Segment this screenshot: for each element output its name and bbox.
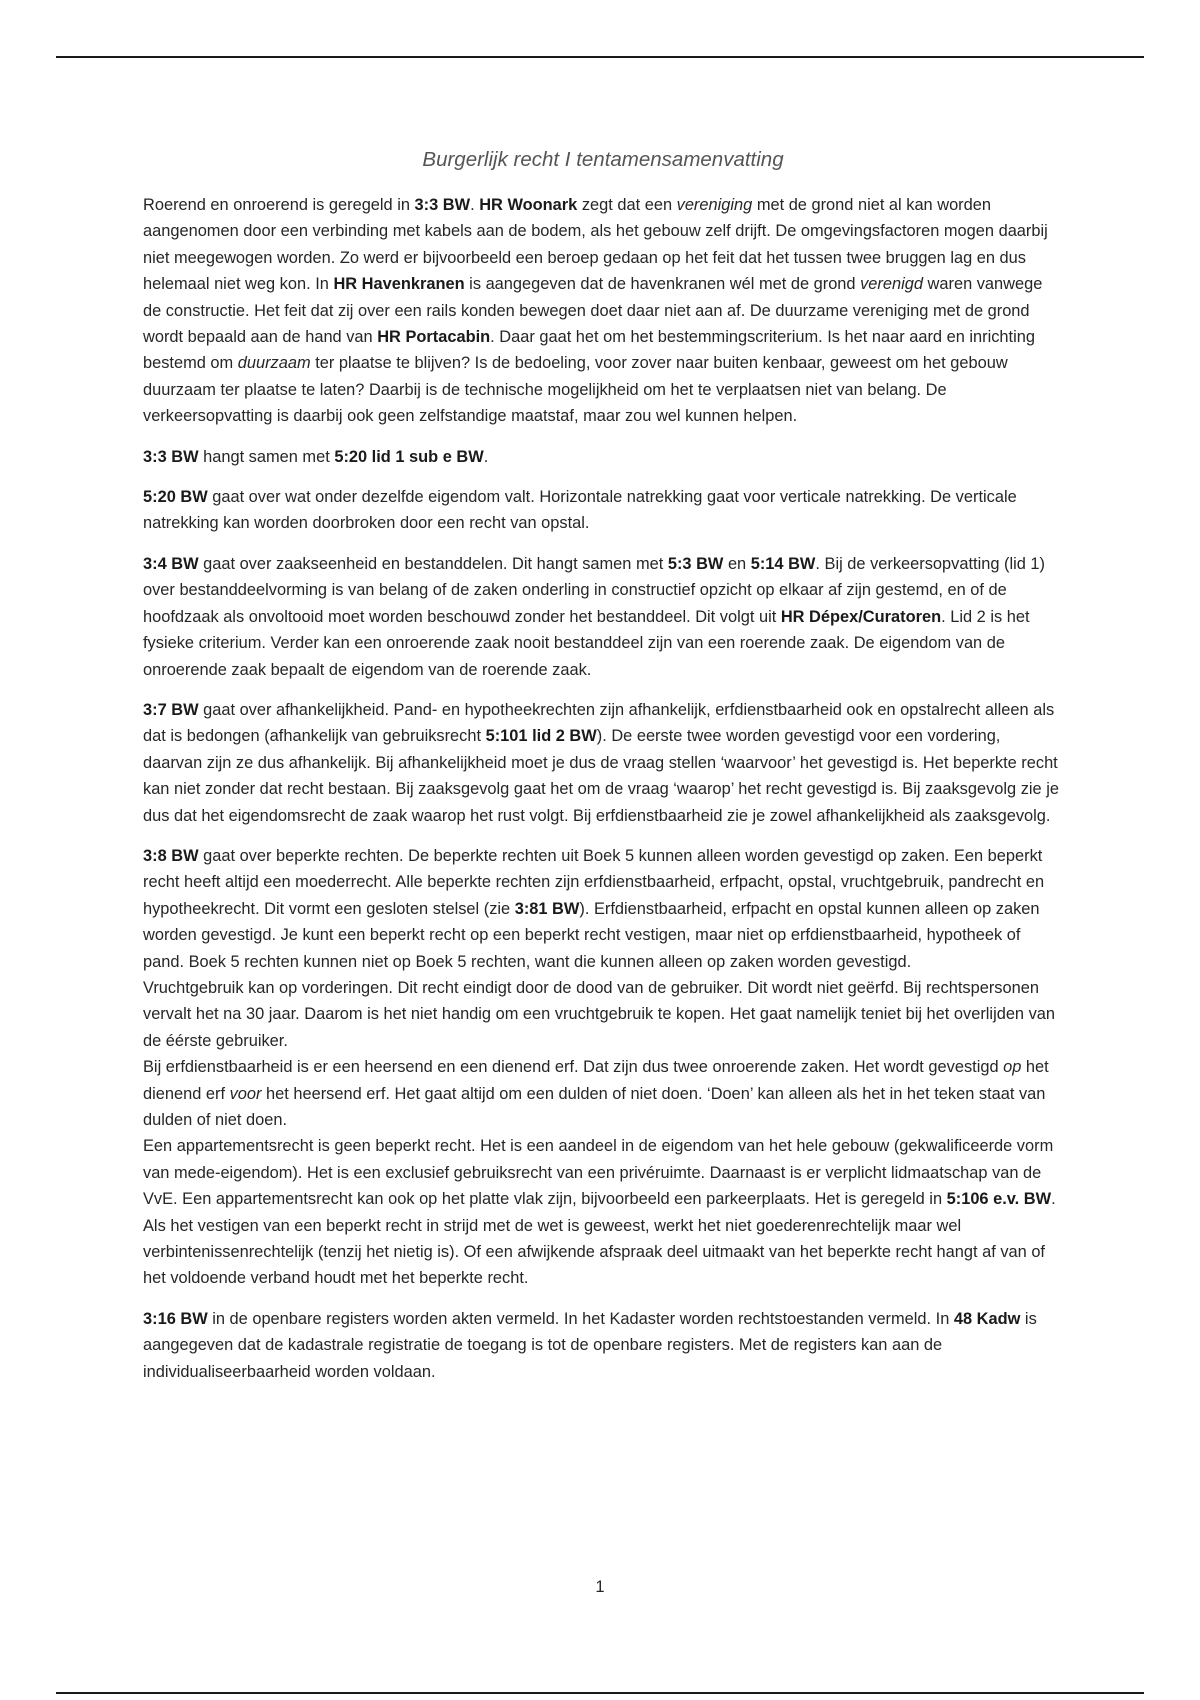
text-run: . Bij de verkeersopvatting (lid 1) over bestanddeelvorming is van belang of de zaken onderling in constructief opzicht op elkaar af zijn gestemd, en of de hoofdzaak als onvoltooid moet worden beschouwd zonder het bestanddeel. Dit volgt uit (143, 554, 1045, 626)
text-run: hangt samen met (198, 447, 335, 466)
text-run: gaat over wat onder dezelfde eigendom valt. Horizontale natrekking gaat voor verticale natrekking. De verticale natrekking kan worden doorbroken door een recht van opstal. (143, 488, 1017, 533)
bold-reference: 5:3 BW (667, 554, 724, 573)
text-run: waren vanwege de constructie. Het feit dat zij over een rails konden bewegen doet daar niet aan af. De duurzame vereniging met de grond wordt bepaald aan de hand van (143, 275, 1043, 347)
page-body (143, 140, 1063, 1399)
text-run: . (1051, 1190, 1056, 1209)
italic-emphasis: vereniging (676, 196, 753, 214)
bold-reference: 3:4 BW (143, 554, 199, 573)
text-run: is aangegeven dat de kadastrale registratie de toegang is tot de openbare registers. Met de registers kan aan de individualiseerbaarheid worden voldaan. (143, 1309, 1037, 1381)
paragraph (143, 843, 1063, 975)
document-title: Burgerlijk recht I tentamensamenvatting (422, 148, 784, 171)
text-run: gaat over beperkte rechten. De beperkte rechten uit Boek 5 kunnen alleen worden gevestigd op zaken. Een beperkt recht heeft altijd een moederrecht. Alle beperkte rechten zijn erfdienstbaarheid, erfpacht, opstal, vruchtgebruik, pandrecht en hypotheekrecht. Dit vormt een gesloten stelsel (zie (143, 846, 1045, 918)
text-run: Als het vestigen van een beperkt recht in strijd met de wet is geweest, werkt het niet goederenrechtelijk maar wel verbintenissenrechtelijk (tenzij het nietig is). Of een afwijkende afspraak deel uitmaakt van het beperkte recht hangt af van of het voldoende verband houdt met het beperkte recht. (143, 1216, 1045, 1288)
bold-reference: 5:20 BW (143, 488, 208, 507)
paragraph (143, 192, 1063, 430)
text-run: . (470, 196, 480, 214)
paragraph (143, 697, 1063, 829)
bold-reference: 3:16 BW (143, 1309, 208, 1328)
italic-emphasis: op (1003, 1058, 1022, 1077)
text-run: ). Erfdienstbaarheid, erfpacht en opstal kunnen alleen op zaken worden gevestigd. Je kunt een beperkt recht op een beperkt recht vestigen, maar niet op erfdienstbaarheid, hypotheek of pand. Boek 5 rechten kunnen niet op Boek 5 rechten, want die kunnen alleen op zaken worden gevestigd. (143, 899, 1040, 971)
text-run: met de grond niet al kan worden aangenomen door een verbinding met kabels aan de bodem, als het gebouw zelf drijft. De omgevingsfactoren mogen daarbij niet meegewogen worden. Zo werd er bijvoorbeeld een beroep gedaan op het feit dat het tussen twee bruggen lag en dus helemaal niet weg kon. In (143, 196, 1048, 294)
text-run: en (723, 554, 751, 573)
bold-reference: 48 Kadw (953, 1309, 1021, 1328)
text-run: is aangegeven dat de havenkranen wél met de grond (464, 275, 861, 294)
bold-reference: HR Woonark (479, 196, 578, 214)
paragraph (143, 1054, 1063, 1133)
text-run: Bij erfdienstbaarheid is er een heersend en een dienend erf. Dat zijn dus twee onroerende zaken. Het wordt gevestigd (143, 1058, 1004, 1077)
paragraph (143, 444, 1063, 470)
bold-reference: 5:106 e.v. BW (946, 1190, 1052, 1209)
italic-emphasis: verenigd (860, 275, 923, 294)
text-run: . (483, 447, 489, 466)
bold-reference: HR Dépex/Curatoren (780, 607, 942, 626)
paragraphs (143, 192, 1063, 1385)
bold-reference: 5:20 lid 1 sub e BW (334, 447, 484, 466)
paragraph (143, 975, 1063, 1054)
text-run: ). De eerste twee worden gevestigd voor een vordering, daarvan zijn ze dus afhankelijk. Bij afhankelijkheid moet je dus de vraag stellen ‘waarvoor’ het gevestigd is. Het beperkte recht kan niet zonder dat recht bestaan. Bij zaaksgevolg gaat het om de vraag ‘waarop’ het recht gevestigd is. Bij zaaksgevolg zie je dus dat het eigendomsrecht de zaak waarop het rust volgt. Bij erfdienstbaarheid zie je zowel afhankelijkheid als zaaksgevolg. (143, 727, 1059, 825)
page-number: 1 (595, 1578, 605, 1596)
bold-reference: 5:14 BW (750, 554, 816, 573)
bold-reference: 3:3 BW (414, 196, 471, 214)
text-run: gaat over zaakseenheid en bestanddelen. Dit hangt samen met (198, 554, 668, 573)
text-run: ter plaatse te blijven? Is de bedoeling, voor zover naar buiten kenbaar, geweest om het gebouw duurzaam ter plaatse te laten? Daarbij is de technische mogelijkheid om het te verplaatsen niet van belang. De verkeersopvatting is daarbij ook geen zelfstandige maatstaf, maar zou wel kunnen helpen. (143, 354, 1008, 426)
bold-reference: 5:101 lid 2 BW (485, 727, 597, 746)
text-run: . Lid 2 is het fysieke criterium. Verder kan een onroerende zaak nooit bestanddeel zijn van een roerende zaak. De eigendom van de onroerende zaak bepaalt de eigendom van de roerende zaak. (143, 607, 1030, 679)
italic-emphasis: duurzaam (237, 354, 311, 373)
text-run: het dienend erf (143, 1058, 1049, 1103)
paragraph (143, 551, 1063, 683)
text-run: . Daar gaat het om het bestemmingscriterium. Is het naar aard en inrichting bestemd om (143, 328, 1035, 373)
text-run: Vruchtgebruik kan op vorderingen. Dit recht eindigt door de dood van de gebruiker. Dit wordt niet geërfd. Bij rechtspersonen vervalt het na 30 jaar. Daarom is het niet handig om een vruchtgebruik te kopen. Het gaat namelijk teniet bij het overlijden van de éérste gebruiker. (143, 978, 1056, 1050)
paragraph (143, 1306, 1063, 1385)
bold-reference: HR Portacabin (377, 328, 491, 347)
bold-reference: 3:81 BW (514, 899, 580, 918)
footer-rule (56, 1692, 1144, 1694)
paragraph (143, 484, 1063, 537)
text-run: zegt dat een (577, 196, 677, 214)
text-run: Een appartementsrecht is geen beperkt recht. Het is een aandeel in de eigendom van het hele gebouw (gekwalificeerde vorm van mede-eigendom). Het is een exclusief gebruiksrecht van een privéruimte. Daarnaast is er verplicht lidmaatschap van de VvE. Een appartementsrecht kan ook op het platte vlak zijn, bijvoorbeeld een parkeerplaats. Het is geregeld in (143, 1137, 1054, 1209)
bold-reference: HR Havenkranen (333, 275, 465, 294)
text-run: het heersend erf. Het gaat altijd om een dulden of niet doen. ‘Doen’ kan alleen als het in het teken staat van dulden of niet doen. (143, 1084, 1046, 1129)
text-run: in de openbare registers worden akten vermeld. In het Kadaster worden rechtstoestanden vermeld. In (207, 1309, 954, 1328)
paragraph (143, 1133, 1063, 1212)
text-run: Roerend en onroerend is geregeld in (143, 196, 415, 214)
italic-emphasis: voor (229, 1084, 262, 1103)
paragraph (143, 1213, 1063, 1292)
text-run: gaat over afhankelijkheid. Pand- en hypotheekrechten zijn afhankelijk, erfdienstbaarheid ook en opstalrecht alleen als dat is bedongen (afhankelijk van gebruiksrecht (143, 700, 1055, 746)
bold-reference: 3:3 BW (143, 447, 199, 466)
bold-reference: 3:7 BW (143, 700, 199, 719)
header-rule (56, 56, 1144, 58)
bold-reference: 3:8 BW (143, 846, 199, 865)
